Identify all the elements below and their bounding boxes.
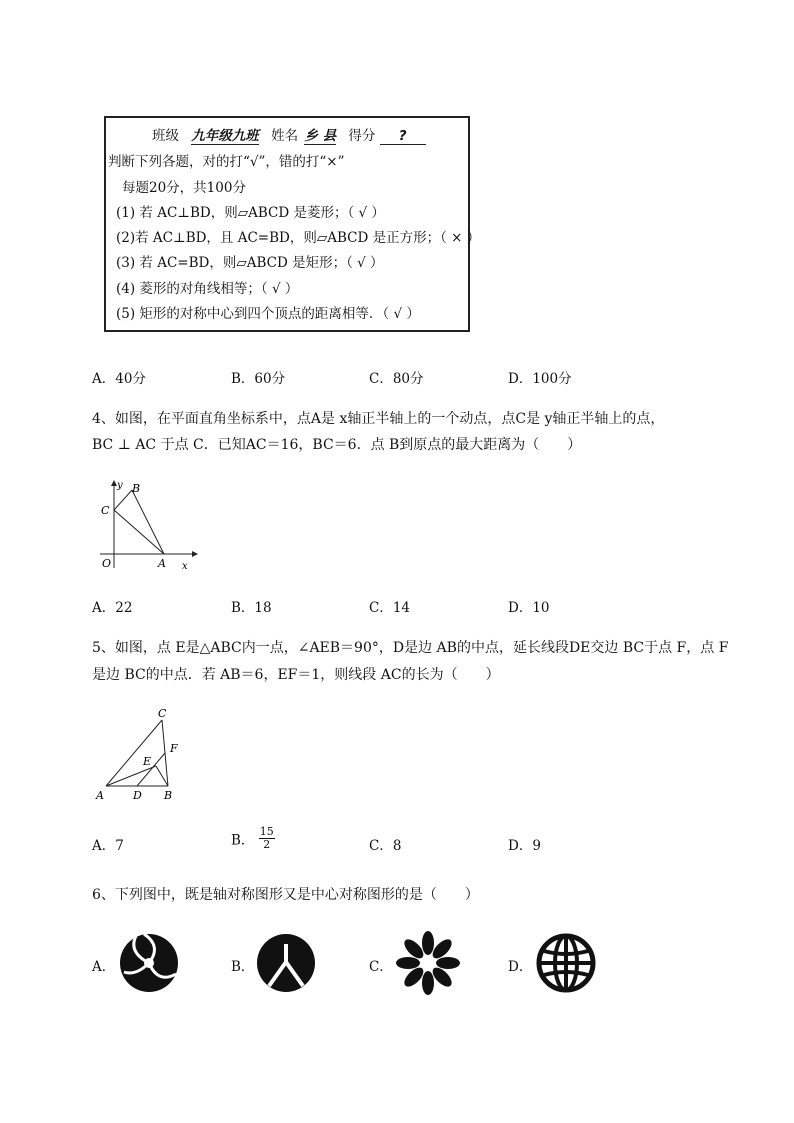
card-points: 每题20分，共100分 xyxy=(122,180,246,196)
answer-sheet-photo xyxy=(104,116,481,332)
q5-option-d: D．9 xyxy=(508,838,541,854)
q5-stem-line1: 5、如图，点 E是△ABC内一点，∠AEB＝90°，D是边 AB的中点，延长线段DE交边 BC于点 F，点 F xyxy=(92,640,729,656)
card-item-4: (4) 菱形的对角线相等；（ √ ） xyxy=(116,281,299,297)
q5-stem-line2: 是边 BC的中点．若 AB＝6，EF＝1，则线段 AC的长为（ ） xyxy=(92,667,500,683)
card-header xyxy=(152,124,426,145)
q4-stem-line2: BC ⊥ AC 于点 C．已知AC＝16，BC＝6．点 B到原点的最大距离为（ ） xyxy=(92,437,582,453)
q3-option-d: D．100分 xyxy=(508,371,572,387)
q4-figure xyxy=(96,476,206,572)
label-c: C xyxy=(101,504,110,517)
name-label: 姓名 xyxy=(271,128,299,144)
label-y: y xyxy=(117,480,123,491)
segment-ca xyxy=(114,510,164,554)
label-x: x xyxy=(182,561,188,572)
q4-option-a: A．22 xyxy=(92,600,133,616)
label-f: F xyxy=(170,742,178,755)
q5-option-b xyxy=(231,826,275,851)
q6-figure-d-globe-icon xyxy=(535,932,597,994)
fraction xyxy=(259,826,275,851)
q6-stem: 6、下列图中，既是轴对称图形又是中心对称图形的是（ ） xyxy=(92,887,479,903)
label-a: A xyxy=(158,557,166,570)
class-label: 班级 xyxy=(152,128,179,144)
label-d: D xyxy=(133,789,142,802)
name-value: 乡 县 xyxy=(304,128,337,144)
label-e: E xyxy=(143,755,152,768)
q6-figure-a-swirl-icon xyxy=(118,932,180,994)
score-value: ? xyxy=(380,128,426,145)
q5-figure xyxy=(92,704,192,804)
q5-option-b-label: B． xyxy=(231,832,255,849)
q6-option-a-label: A． xyxy=(92,959,116,975)
q6-figure-c-flower-icon xyxy=(395,930,461,996)
fraction-numerator: 15 xyxy=(259,825,274,838)
x-axis-arrow xyxy=(192,551,198,557)
card-instruction: 判断下列各题，对的打“√”，错的打“×” xyxy=(108,154,345,170)
q6-figure-b-person-icon xyxy=(255,932,317,994)
card-item-3: (3) 若 AC=BD，则▱ABCD 是矩形；（ √ ） xyxy=(116,255,384,271)
label-c: C xyxy=(158,707,167,720)
score-label: 得分 xyxy=(348,128,376,144)
q6-option-d-label: D． xyxy=(508,959,533,975)
q6-option-c-label: C． xyxy=(369,959,393,975)
q3-option-b: B．60分 xyxy=(231,371,286,387)
fraction-denominator: 2 xyxy=(263,838,271,851)
card-item-1: (1) 若 AC⊥BD，则▱ABCD 是菱形；（ √ ） xyxy=(116,205,385,221)
card-item-2: (2)若 AC⊥BD，且 AC=BD，则▱ABCD 是正方形；（ × ） xyxy=(116,230,481,246)
label-o: O xyxy=(102,557,112,570)
card-item-5: (5) 矩形的对称中心到四个顶点的距离相等．（ √ ） xyxy=(116,306,420,322)
q5-option-c: C．8 xyxy=(369,838,402,854)
segment-ba xyxy=(132,490,164,554)
q4-option-d: D．10 xyxy=(508,600,550,616)
class-value: 九年级九班 xyxy=(191,128,259,144)
label-b: B xyxy=(164,789,173,802)
q4-stem-line1: 4、如图，在平面直角坐标系中，点A是 x轴正半轴上的一个动点，点C是 y轴正半轴上的点， xyxy=(92,411,665,427)
q4-option-c: C．14 xyxy=(369,600,411,616)
label-a: A xyxy=(96,789,104,802)
q4-option-b: B．18 xyxy=(231,600,272,616)
label-b: B xyxy=(132,482,141,495)
q3-option-c: C．80分 xyxy=(369,371,424,387)
segment-cb xyxy=(114,490,132,510)
segment-ac xyxy=(106,720,162,786)
q5-option-a: A．7 xyxy=(92,838,124,854)
q3-option-a: A．40分 xyxy=(92,371,146,387)
segment-ae xyxy=(106,766,156,786)
q6-option-b-label: B． xyxy=(231,959,255,975)
